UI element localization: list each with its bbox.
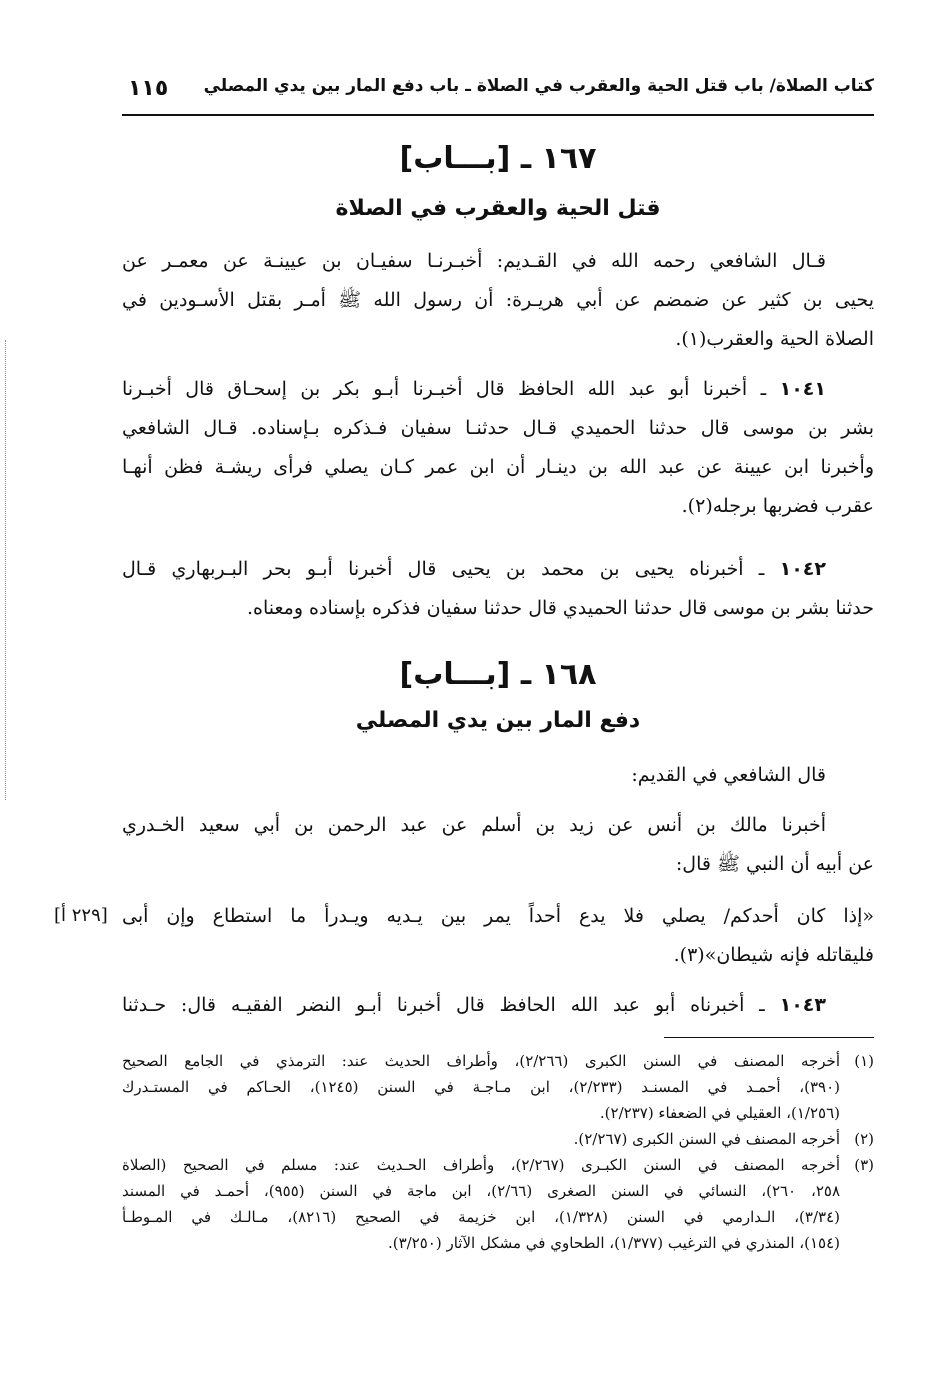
footnote-line bbox=[122, 1126, 874, 1152]
text-line: قال الشافعي في القديم: bbox=[631, 764, 826, 786]
text-line: يحيى بن كثير عن ضمضم عن أبي هريـرة: أن رسول الله ﷺ أمـر بقتل الأسـودين في bbox=[122, 289, 874, 311]
chapter-168-number: ١٦٨ ـ [بـــاب] bbox=[399, 657, 597, 692]
text-line: عن أبيه أن النبي ﷺ قال: bbox=[675, 853, 874, 875]
scan-edge-mark bbox=[5, 340, 7, 800]
text-line: بشر بن موسى قال حدثنا الحميدي قـال حدثنـا سفيان فـذكره بـإسناده. قـال الشافعي bbox=[122, 417, 874, 439]
footnote-marker: (١) bbox=[854, 1052, 875, 1070]
running-title: كتاب الصلاة/ باب قتل الحية والعقرب في الصلاة ـ باب دفع المار بين يدي المصلي bbox=[203, 76, 874, 96]
footnote-line: (٣٩٠)، أحمـد في المسنـد (٢/٢٣٣)، ابن مـاجـة في السنن (١٢٤٥)، الحـاكم في المستـدرك bbox=[122, 1078, 841, 1096]
text-line: حدثنا بشر بن موسى قال حدثنا الحميدي قال حدثنا سفيان فذكره بإسناده ومعناه. bbox=[246, 597, 874, 619]
text-line: عقرب فضربها برجله(٢). bbox=[681, 495, 874, 517]
footnote-line bbox=[122, 1152, 874, 1178]
footnote-3 bbox=[122, 1152, 874, 1256]
footnote-text: أخرجه المصنف في السنن الكبرى (٢/٢٦٦)، وأطراف الحديث عند: الترمذي في الجامع الصحيح bbox=[122, 1052, 841, 1070]
footnote-line bbox=[122, 1048, 874, 1074]
hadith-text: ـ أخبرناه يحيى بن محمد بن يحيى قال أخبرنا أبـو بحر البـربهاري قـال bbox=[122, 558, 765, 580]
chapter-167-number: ١٦٧ ـ [بـــاب] bbox=[399, 141, 597, 176]
hadith-1041 bbox=[122, 370, 874, 526]
text-line bbox=[122, 550, 874, 589]
footnote-text: أخرجه المصنف في السنن الكبـرى (٢/٢٦٧)، وأطراف الحـديث عند: مسلم في الصحيح (الصلاة bbox=[122, 1156, 841, 1174]
text-line bbox=[122, 370, 874, 409]
text-line: الصلاة الحية والعقرب(١). bbox=[675, 328, 874, 350]
paragraph-shafii-qadim-2 bbox=[122, 756, 874, 795]
hadith-text: ـ أخبرناه أبو عبد الله الحافظ قال أخبرنا أبـو النضر الفقيـه قال: حـدثنا bbox=[122, 994, 765, 1016]
paragraph-shafii-qadim bbox=[122, 242, 874, 359]
page-number: ١١٥ bbox=[128, 76, 169, 101]
paragraph-isnad-malik bbox=[122, 806, 874, 884]
footnote-text: أخرجه المصنف في السنن الكبرى (٢/٢٦٧). bbox=[573, 1130, 840, 1148]
paragraph-prophetic-quote bbox=[122, 897, 874, 975]
footnote-marker: (٣) bbox=[854, 1156, 875, 1174]
chapter-167-title: قتل الحية والعقرب في الصلاة bbox=[335, 196, 661, 221]
hadith-number: ١٠٤١ bbox=[779, 378, 826, 400]
text-line: فليقاتله فإنه شيطان»(٣). bbox=[673, 944, 874, 966]
text-line: «إذا كان أحدكم/ يصلي فلا يدع أحداً يمر بين يـديه ويـدرأ ما استطاع وإن أبى bbox=[122, 905, 874, 927]
hadith-number: ١٠٤٣ bbox=[779, 994, 826, 1016]
footnote-line: (١/٢٥٦)، العقيلي في الضعفاء (٢/٢٣٧). bbox=[599, 1104, 840, 1122]
hadith-1042 bbox=[122, 550, 874, 628]
text-line: أخبرنا مالك بن أنس عن زيد بن أسلم عن عبد الرحمن بن أبي سعيد الخـدري bbox=[122, 814, 826, 836]
manuscript-folio-ref: [٢٢٩ أ] bbox=[54, 905, 108, 926]
footnote-line: (٣/٣٤)، الـدارمي في السنن (١/٣٢٨)، ابن خزيمة في الصحيح (٨٢١٦)، مـالـك في المـوطـأ bbox=[122, 1208, 840, 1226]
footnote-separator bbox=[664, 1037, 874, 1038]
running-header bbox=[122, 74, 874, 116]
hadith-text: ـ أخبرنا أبو عبد الله الحافظ قال أخبـرنا أبـو بكر بن إسحـاق قال أخبـرنا bbox=[122, 378, 767, 400]
footnotes bbox=[122, 1048, 874, 1256]
footnote-line: (١٥٤)، المنذري في الترغيب (١/٣٧٧)، الطحاوي في مشكل الآثار (٣/٢٥٠). bbox=[387, 1234, 840, 1252]
hadith-number: ١٠٤٢ bbox=[779, 558, 826, 580]
text-line: وأخبرنا ابن عيينة عن عبد الله بن دينـار أن ابن عمر كـان يصلي فرأى ريشـة فظن أنهـا bbox=[122, 456, 874, 478]
text-line bbox=[122, 986, 874, 1025]
footnote-2 bbox=[122, 1126, 874, 1152]
footnote-1 bbox=[122, 1048, 874, 1126]
footnote-line: ٢٥٨، ٢٦٠)، النسائي في السنن الصغرى (٢/٦٦)، ابن ماجة في السنن (٩٥٥)، أحمـد في المسند bbox=[122, 1182, 841, 1200]
chapter-168-title: دفع المار بين يدي المصلي bbox=[355, 708, 641, 733]
footnote-marker: (٢) bbox=[854, 1130, 874, 1148]
text-line: قـال الشافعي رحمه الله في القـديم: أخبـرنـا سفيـان بن عيينـة عن معمـر عن bbox=[122, 250, 826, 272]
hadith-1043 bbox=[122, 986, 874, 1025]
